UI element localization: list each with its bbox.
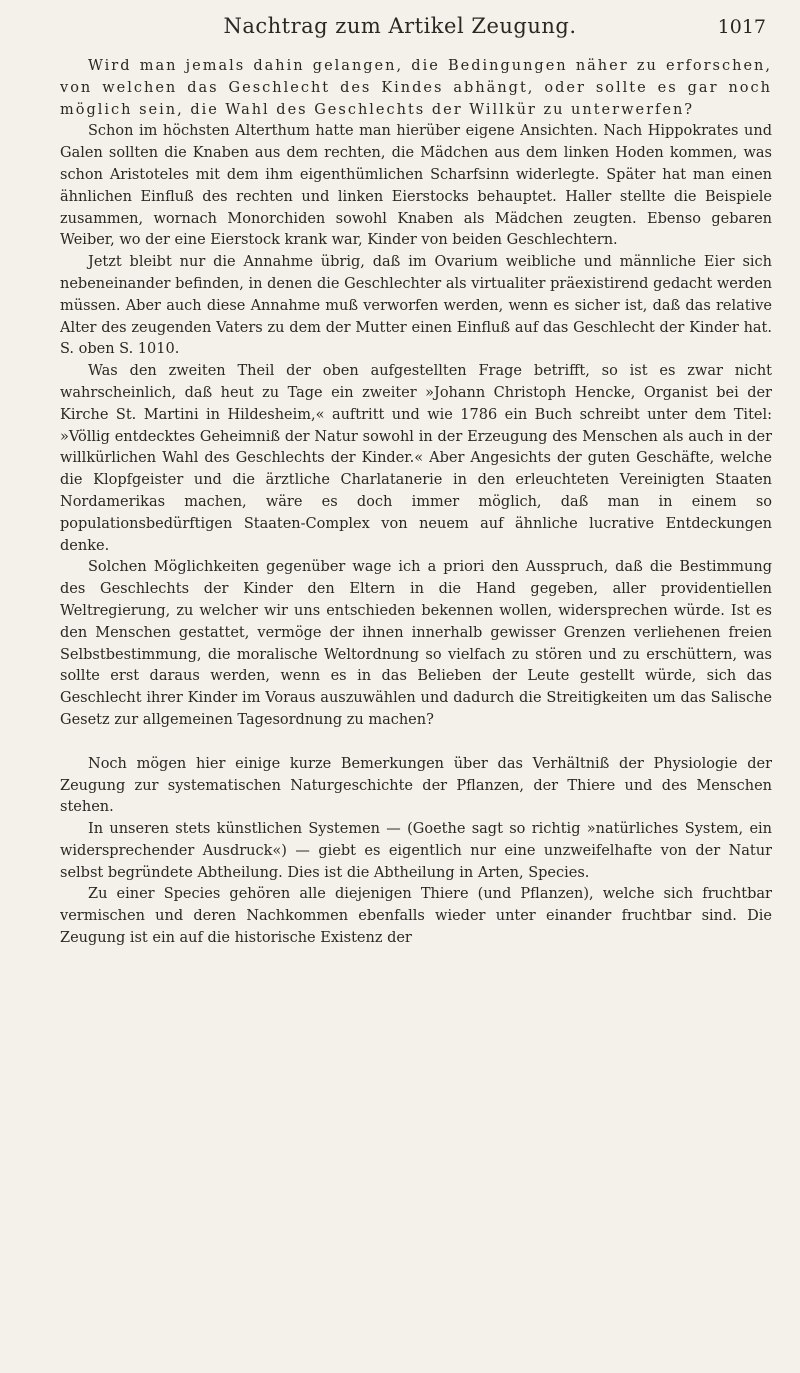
page-number: 1017 (717, 16, 766, 38)
body-text (60, 56, 772, 1361)
paragraph-providence: Solchen Möglichkeiten gegenüber wage ich a priori den Ausspruch, daß die Bestimmung des Geschlechts der Kinder den Eltern in die Hand gegeben, aller providentiellen Weltregierung, zu welcher wir uns entschieden bekennen wollen, widersprechen würde. Ist es den Menschen gestattet, vermöge der ihnen innerhalb gewisser Grenzen verliehenen freien Selbstbestimmung, die moralische Weltordnung so vielfach zu stören und zu erschüttern, was sollte erst daraus werden, wenn es in das Belieben der Leute gestellt würde, sich das Geschlecht ihrer Kinder im Voraus auszuwählen und dadurch die Streitigkeiten um das Salische Gesetz zur allgemeinen Tagesordnung zu machen? (60, 559, 772, 728)
paragraph-hencke: Was den zweiten Theil der oben aufgestellten Frage betrifft, so ist es zwar nicht wahrscheinlich, daß heut zu Tage ein zweiter »Johann Christoph Hencke, Organist bei der Kirche St. Martini in Hildesheim,« auftritt und wie 1786 ein Buch schreibt unter dem Titel: »Völlig entdecktes Geheimniß der Natur sowohl in der Erzeugung des Menschen als auch in der willkürlichen Wahl des Geschlechts der Kinder.« Aber Angesichts der guten Geschäfte, welche die Klopfgeister und die ärztliche Charlatanerie in den erleuchteten Vereinigten Staaten Nordamerikas machen, wäre es doch immer möglich, daß man in einem so populationsbedürftigen Staaten-Complex von neuem auf ähnliche lucrative Entdeckungen denke. (60, 363, 772, 554)
paragraph-question: Wird man jemals dahin gelangen, die Bedingungen näher zu erforschen, von welchen das Geschlecht des Kindes abhängt, oder sollte es gar noch möglich sein, die Wahl des Geschlechts der Willkür zu unterwerfen? (60, 58, 772, 118)
running-title: Nachtrag zum Artikel Zeugung. (223, 14, 577, 38)
paragraph-remarks: Noch mögen hier einige kurze Bemerkungen über das Verhältniß der Physiologie der Zeugung zur systematischen Naturgeschichte der Pflanzen, der Thiere und des Menschen stehen. (60, 755, 772, 816)
paragraph-ovarium: Jetzt bleibt nur die Annahme übrig, daß im Ovarium weibliche und männliche Eier sich nebeneinander befinden, in denen die Geschlechter als virtualiter präexistirend gedacht werden müssen. Aber auch diese Annahme muß verworfen werden, wenn es sicher ist, daß das relative Alter des zeugenden Vaters zu dem der Mutter einen Einfluß auf das Geschlecht der Kinder hat. S. oben S. 1010. (60, 254, 772, 358)
paragraph-systems: In unseren stets künstlichen Systemen — (Goethe sagt so richtig »natürliches System, ein widersprechender Ausdruck«) — giebt es eigentlich nur eine unzweifelhafte von der Natur selbst begründete Abtheilung. Dies ist die Abtheilung in Arten, Species. (60, 821, 772, 881)
running-header (0, 14, 800, 44)
section-gap (60, 732, 772, 754)
paragraph-species: Zu einer Species gehören alle diejenigen Thiere (und Pflanzen), welche sich fruchtbar vermischen und deren Nachkommen ebenfalls wieder unter einander fruchtbar sind. Die Zeugung ist ein auf die historische Existenz der (60, 886, 772, 947)
paragraph-history: Schon im höchsten Alterthum hatte man hierüber eigene Ansichten. Nach Hippokrates und Galen sollten die Knaben aus dem rechten, die Mädchen aus dem linken Hoden kommen, was schon Aristoteles mit dem ihm eigenthümlichen Scharfsinn widerlegte. Später hat man einen ähnlichen Einfluß des rechten und linken Eierstocks behauptet. Haller stellte die Beispiele zusammen, wornach Monorchiden sowohl Knaben als Mädchen zeugten. Ebenso gebaren Weiber, wo der eine Eierstock krank war, Kinder von beiden Geschlechtern. (60, 123, 772, 249)
